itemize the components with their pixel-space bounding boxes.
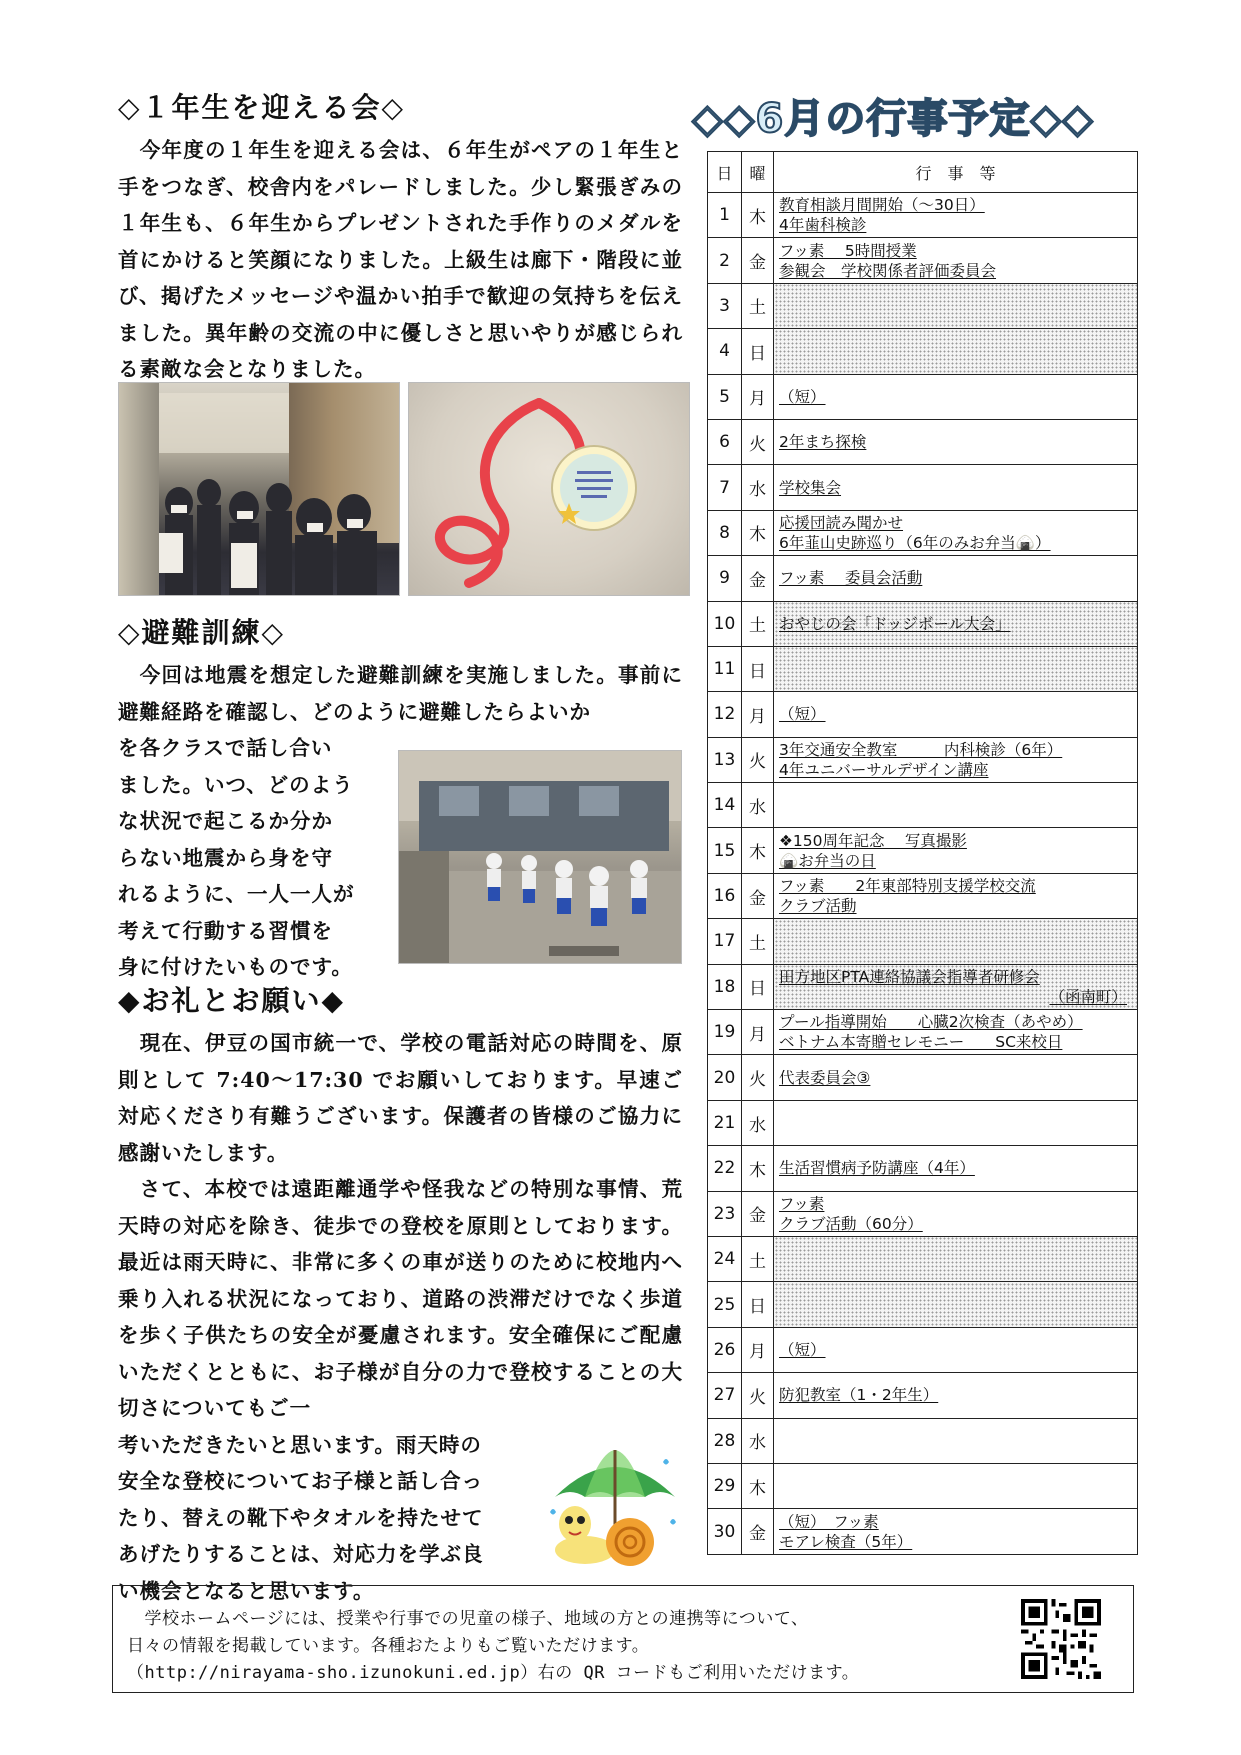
- schedule-day: 5: [708, 374, 742, 419]
- event-line: （函南町）: [1049, 987, 1127, 1006]
- schedule-day: 11: [708, 646, 742, 691]
- schedule-row: [708, 1418, 1138, 1463]
- drill-line: れるように、一人一人が: [118, 882, 355, 907]
- event-line: 生活習慣病予防講座（4年）: [779, 1159, 975, 1178]
- drill-line: を各クラスで話し合い: [118, 736, 333, 761]
- event-line: 学校集会: [779, 478, 842, 497]
- schedule-weekday: 日: [742, 964, 774, 1009]
- schedule-weekday: 土: [742, 283, 774, 328]
- footer-line: 学校ホームページには、授業や行事での児童の様子、地域の方との連携等について、: [127, 1609, 809, 1629]
- schedule-day: 21: [708, 1100, 742, 1145]
- schedule-events: [774, 465, 1138, 510]
- schedule-weekday: 日: [742, 646, 774, 691]
- schedule-weekday: 木: [742, 510, 774, 555]
- event-line: 教育相談月間開始（～30日）: [779, 196, 985, 215]
- schedule-day: 6: [708, 419, 742, 464]
- schedule-weekday: 木: [742, 828, 774, 873]
- schedule-row: [708, 1146, 1138, 1191]
- schedule-events: [774, 1236, 1138, 1281]
- schedule-weekday: 木: [742, 1463, 774, 1508]
- schedule-day: 4: [708, 329, 742, 374]
- schedule-weekday: 月: [742, 692, 774, 737]
- qr-code-icon[interactable]: [1021, 1599, 1101, 1679]
- schedule-weekday: 水: [742, 783, 774, 828]
- schedule-events: [774, 283, 1138, 328]
- schedule-events: [774, 510, 1138, 555]
- schedule-weekday: 金: [742, 1509, 774, 1554]
- hallway-parade-photo: [118, 382, 400, 596]
- header-events: 行 事 等: [774, 152, 1138, 193]
- schedule-events: [774, 1055, 1138, 1100]
- event-line: フッ素 2年東部特別支援学校交流: [779, 877, 1036, 896]
- schedule-day: 30: [708, 1509, 742, 1554]
- drill-section: [118, 615, 683, 986]
- schedule-weekday: 木: [742, 1146, 774, 1191]
- schedule-weekday: 土: [742, 1236, 774, 1281]
- schedule-day: 3: [708, 283, 742, 328]
- schedule-day: 2: [708, 238, 742, 283]
- event-line: フッ素 5時間授業: [779, 241, 917, 260]
- schedule-day: 12: [708, 692, 742, 737]
- schedule-day: 27: [708, 1373, 742, 1418]
- schedule-weekday: 土: [742, 919, 774, 964]
- schedule-events: [774, 737, 1138, 782]
- thanks-body-tail: [118, 1427, 538, 1610]
- thanks-body: 現在、伊豆の国市統一で、学校の電話対応の時間を、原則として 7:40～17:30 でお願いしております。早速ご対応くださり有難うございます。保護者の皆様のご協力に感謝いたします。 さて、本校では遠距離通学や怪我などの特別な事情、荒天時の対応を除き、徒歩での登校を原則としております。最近は雨天時に、非常に多くの車が送りのために校地内へ乗り入れる状況になっており、道路の渋滞だけでなく歩道を歩く子供たちの安全が憂慮されます。安全確保にご配慮いただくとともに、お子様が自分の力で登校することの大切さについてもご一: [118, 1031, 683, 1421]
- footer-box: [112, 1585, 1134, 1693]
- event-line: プール指導開始 心臓2次検査（あやめ）: [779, 1013, 1083, 1032]
- schedule-weekday: 火: [742, 1373, 774, 1418]
- schedule-row: [708, 1327, 1138, 1372]
- event-line: ❖150周年記念 写真撮影: [779, 831, 967, 850]
- event-line: 代表委員会③: [779, 1068, 871, 1087]
- schedule-day: 26: [708, 1327, 742, 1372]
- schedule-weekday: 水: [742, 1418, 774, 1463]
- schedule-row: [708, 374, 1138, 419]
- schedule-events: [774, 1191, 1138, 1236]
- event-line: 4年歯科検診: [779, 216, 867, 235]
- footer-line: 日々の情報を掲載しています。各種おたよりもご覧いただけます。: [127, 1636, 650, 1656]
- event-line: クラブ活動: [779, 897, 857, 916]
- schedule-day: 23: [708, 1191, 742, 1236]
- schedule-row: [708, 601, 1138, 646]
- event-line: 3年交通安全教室 内科検診（6年）: [779, 740, 1063, 759]
- thanks-line: あげたりすることは、対応力を学ぶ良: [118, 1542, 484, 1567]
- schedule-row: [708, 1100, 1138, 1145]
- thanks-line: 考いただきたいと思います。雨天時の: [118, 1432, 482, 1457]
- schedule-row: [708, 737, 1138, 782]
- schedule-events: [774, 1146, 1138, 1191]
- schedule-row: [708, 1282, 1138, 1327]
- schedule-row: [708, 556, 1138, 601]
- schedule-body: [708, 193, 1138, 1555]
- thanks-line: たり、替えの靴下やタオルを持たせて: [118, 1505, 484, 1530]
- schedule-weekday: 月: [742, 1327, 774, 1372]
- schedule-day: 25: [708, 1282, 742, 1327]
- drill-line: 考えて行動する習慣を: [118, 918, 333, 943]
- schedule-events: [774, 1282, 1138, 1327]
- schedule-day: 19: [708, 1010, 742, 1055]
- welcome-section: [118, 90, 683, 388]
- schedule-events: [774, 419, 1138, 464]
- event-line: 田方地区PTA連絡協議会指導者研修会: [779, 967, 1040, 986]
- schedule-weekday: 金: [742, 873, 774, 918]
- schedule-weekday: 金: [742, 556, 774, 601]
- event-line: フッ素 委員会活動: [779, 569, 923, 588]
- event-line: 🍙お弁当の日: [779, 851, 876, 870]
- event-line: 応援団読み聞かせ: [779, 513, 904, 532]
- schedule-events: [774, 1100, 1138, 1145]
- schedule-weekday: 金: [742, 238, 774, 283]
- schedule-events: [774, 1418, 1138, 1463]
- schedule-header-row: [708, 152, 1138, 193]
- schedule-weekday: 火: [742, 419, 774, 464]
- event-line: おやじの会「ドッジボール大会」: [779, 614, 1011, 633]
- schedule-row: [708, 1463, 1138, 1508]
- schedule-weekday: 水: [742, 1100, 774, 1145]
- schedule-row: [708, 873, 1138, 918]
- schedule-events: [774, 1373, 1138, 1418]
- evacuation-drill-photo: [398, 750, 682, 964]
- footer-text: [127, 1606, 1027, 1687]
- schedule-day: 20: [708, 1055, 742, 1100]
- event-line: 6年韮山史跡巡り（6年のみお弁当🍙）: [779, 533, 1051, 552]
- schedule-weekday: 日: [742, 329, 774, 374]
- schedule-weekday: 月: [742, 1010, 774, 1055]
- event-line: 4年ユニバーサルデザイン講座: [779, 760, 989, 779]
- schedule-day: 15: [708, 828, 742, 873]
- schedule-day: 24: [708, 1236, 742, 1281]
- schedule-events: [774, 873, 1138, 918]
- drill-body-wrap: [118, 730, 388, 986]
- schedule-day: 13: [708, 737, 742, 782]
- schedule-row: [708, 1236, 1138, 1281]
- schedule-row: [708, 193, 1138, 238]
- schedule-row: [708, 510, 1138, 555]
- schedule-day: 29: [708, 1463, 742, 1508]
- thanks-line: い機会となると思います。: [118, 1578, 375, 1603]
- schedule-row: [708, 1055, 1138, 1100]
- footer-line: （http://nirayama-sho.izunokuni.ed.jp）右の QR コードもご利用いただけます。: [127, 1663, 860, 1683]
- schedule-events: [774, 646, 1138, 691]
- schedule-row: [708, 465, 1138, 510]
- header-weekday: 曜: [742, 152, 774, 193]
- medal-photo: [408, 382, 690, 596]
- drill-line: な状況で起こるか分か: [118, 809, 333, 834]
- schedule-events: [774, 1509, 1138, 1554]
- event-line: （短）: [779, 1340, 826, 1359]
- thanks-line: 安全な登校についてお子様と話し合っ: [118, 1469, 484, 1494]
- umbrella-snail-illustration: [545, 1442, 685, 1572]
- event-line: 参観会 学校関係者評価委員会: [779, 261, 997, 280]
- event-line: フッ素: [779, 1194, 825, 1213]
- schedule-row: [708, 329, 1138, 374]
- schedule-events: [774, 783, 1138, 828]
- schedule-events: [774, 374, 1138, 419]
- schedule-day: 28: [708, 1418, 742, 1463]
- schedule-day: 10: [708, 601, 742, 646]
- schedule-events: [774, 1010, 1138, 1055]
- schedule-row: [708, 419, 1138, 464]
- schedule-row: [708, 283, 1138, 328]
- schedule-day: 22: [708, 1146, 742, 1191]
- schedule-events: [774, 919, 1138, 964]
- schedule-row: [708, 919, 1138, 964]
- schedule-events: [774, 601, 1138, 646]
- schedule-weekday: 月: [742, 374, 774, 419]
- schedule-weekday: 金: [742, 1191, 774, 1236]
- schedule-events: [774, 692, 1138, 737]
- schedule-day: 16: [708, 873, 742, 918]
- welcome-title: ◇１年生を迎える会◇: [118, 91, 406, 124]
- event-line: （短） フッ素: [779, 1512, 879, 1531]
- schedule-events: [774, 556, 1138, 601]
- schedule-events: [774, 828, 1138, 873]
- event-line: クラブ活動（60分）: [779, 1214, 923, 1233]
- schedule-row: [708, 1191, 1138, 1236]
- schedule-day: 7: [708, 465, 742, 510]
- schedule-events: [774, 964, 1138, 1009]
- schedule-row: [708, 1373, 1138, 1418]
- schedule-weekday: 火: [742, 737, 774, 782]
- schedule-row: [708, 238, 1138, 283]
- event-line: モアレ検査（5年）: [779, 1532, 913, 1551]
- drill-line: らない地震から身を守: [118, 845, 333, 870]
- thanks-title: ◆お礼とお願い◆: [118, 984, 346, 1017]
- schedule-day: 1: [708, 193, 742, 238]
- schedule-row: [708, 1509, 1138, 1554]
- schedule-events: [774, 329, 1138, 374]
- schedule-row: [708, 964, 1138, 1009]
- schedule-row: [708, 646, 1138, 691]
- schedule-day: 8: [708, 510, 742, 555]
- schedule-table: [707, 151, 1138, 1555]
- schedule-events: [774, 1463, 1138, 1508]
- schedule-row: [708, 783, 1138, 828]
- header-day: 日: [708, 152, 742, 193]
- schedule-weekday: 日: [742, 1282, 774, 1327]
- event-line: （短）: [779, 705, 826, 724]
- schedule-day: 17: [708, 919, 742, 964]
- schedule-title: ◇◇6月の行事予定◇◇: [692, 95, 1094, 142]
- schedule-row: [708, 1010, 1138, 1055]
- event-line: ベトナム本寄贈セレモニー SC来校日: [779, 1033, 1063, 1052]
- drill-line: ました。いつ、どのよう: [118, 772, 354, 797]
- schedule-events: [774, 193, 1138, 238]
- schedule-events: [774, 1327, 1138, 1372]
- schedule-events: [774, 238, 1138, 283]
- schedule-row: [708, 828, 1138, 873]
- drill-title: ◇避難訓練◇: [118, 616, 286, 649]
- schedule-row: [708, 692, 1138, 737]
- event-line: （短）: [779, 387, 826, 406]
- schedule-day: 18: [708, 964, 742, 1009]
- event-line: 2年まち探検: [779, 433, 867, 452]
- event-line: 防犯教室（1・2年生）: [779, 1386, 939, 1405]
- schedule-weekday: 火: [742, 1055, 774, 1100]
- drill-line: 身に付けたいものです。: [118, 955, 353, 980]
- schedule-weekday: 水: [742, 465, 774, 510]
- schedule-weekday: 土: [742, 601, 774, 646]
- schedule-day: 14: [708, 783, 742, 828]
- schedule-day: 9: [708, 556, 742, 601]
- drill-body-top: 今回は地震を想定した避難訓練を実施しました。事前に避難経路を確認し、どのように避難したらよいか: [118, 663, 683, 724]
- schedule-weekday: 木: [742, 193, 774, 238]
- welcome-body: 今年度の１年生を迎える会は、６年生がペアの１年生と手をつなぎ、校舎内をパレードしました。少し緊張ぎみの１年生も、６年生からプレゼントされた手作りのメダルを首にかけると笑顔になりました。上級生は廊下・階段に並び、掲げたメッセージや温かい拍手で歓迎の気持ちを伝えました。異年齢の交流の中に優しさと思いやりが感じられる素敵な会となりました。: [118, 138, 683, 382]
